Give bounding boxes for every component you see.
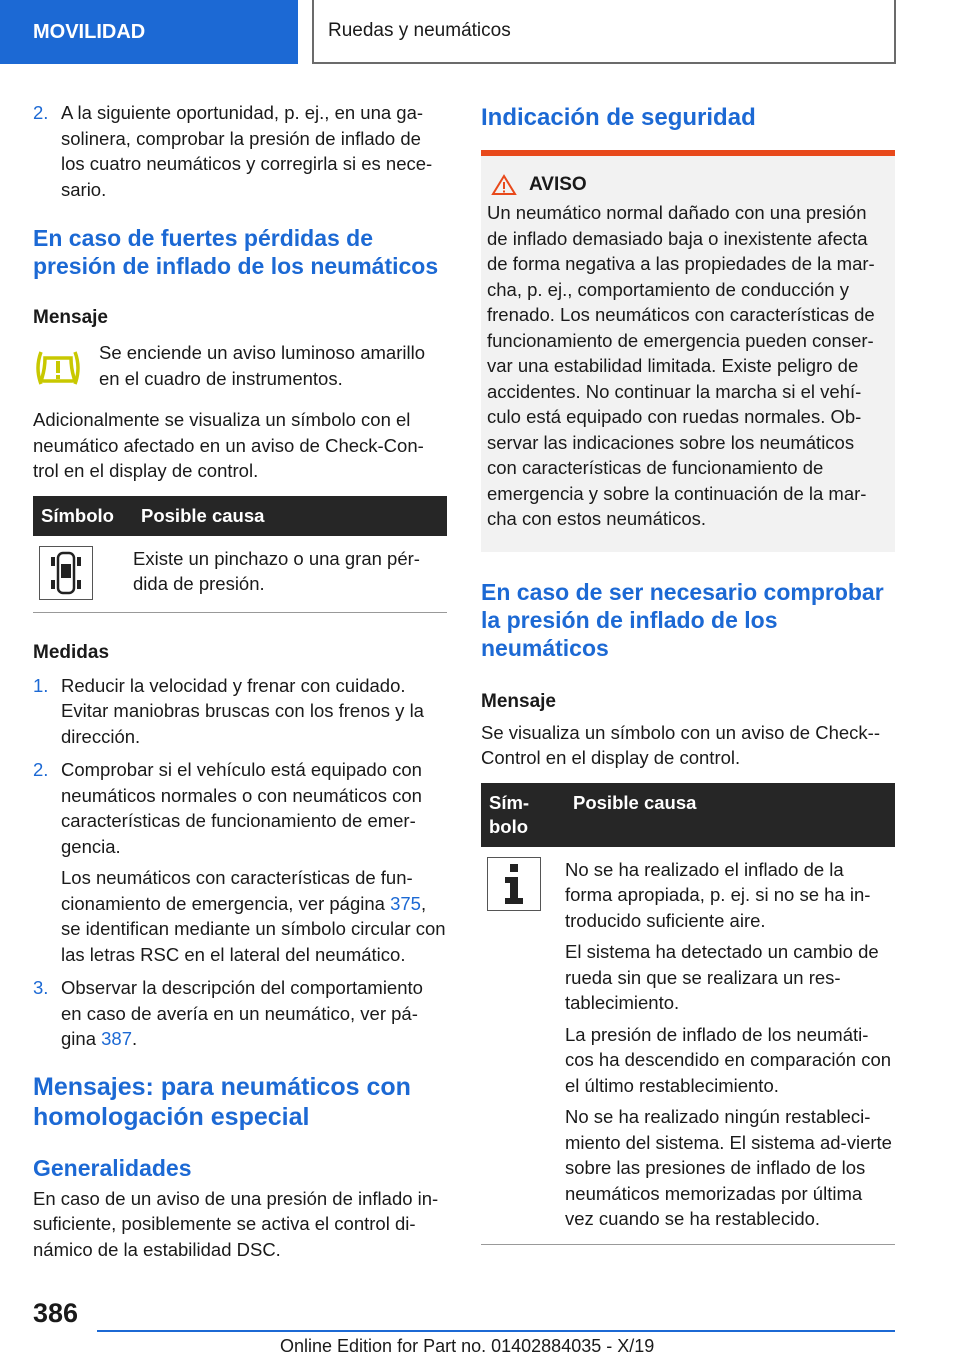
mensaje-text: Se enciende un aviso luminoso amarillo en el cuadro de instrumentos. [99, 342, 425, 389]
table-header-row [481, 783, 895, 847]
chapter-title: Ruedas y neumáticos [328, 20, 511, 41]
symbol-table-info [481, 783, 895, 1245]
warning-text: Un neumático normal dañado con una presión de inflado demasiado baja o inexistente afecta de forma negativa a las propiedades de la mar-cha, p. ej., comportamiento de conducción y frenado. Los neumáticos con características de funcionamiento de emergencia pueden conser-var una estabilidad limitada. Existe peligro de accidentes. No continuar la marcha si el vehí-culo está equipado con ruedas normales. Ob-servar las indicaciones sobre los neumáticos con características de funcionamiento de emergencia y sobre la continuación de la mar-cha con estos neumáticos. [487, 202, 875, 529]
mensaje-label: Mensaje [481, 690, 556, 712]
footer-divider [97, 1330, 895, 1332]
warning-box [481, 150, 895, 552]
step-text: A la siguiente oportunidad, p. ej., en una ga-solinera, comprobar la presión de inflado de los cuatro neumáticos y corregirla si es nece-sario. [61, 102, 433, 200]
list-item [33, 673, 447, 750]
additional-text: Adicionalmente se visualiza un símbolo con el neumático afectado en un aviso de Check-Con-trol en el display de control. [33, 409, 424, 481]
info-icon [487, 857, 541, 911]
tire-pressure-warning-icon [33, 340, 99, 393]
warning-triangle-icon [491, 174, 517, 196]
section-title: MOVILIDAD [33, 20, 146, 43]
measure-number: 2. [33, 759, 49, 780]
symbol-table [33, 496, 447, 613]
page-number: 386 [33, 1298, 79, 1328]
chapter-tab [312, 0, 896, 64]
edition-text: Online Edition for Part no. 01402884035 - X/19 [280, 1336, 655, 1356]
medidas-label: Medidas [33, 641, 110, 663]
heading-special-tires: Mensajes: para neumáticos con homologación especial [33, 1072, 411, 1131]
cause-text: La presión de inflado de los neumáti-cos ha descendido en comparación con el último restablecimiento. [565, 1023, 892, 1096]
measure-number: 3. [33, 977, 49, 998]
step-2 [33, 100, 447, 202]
step-number: 2. [33, 102, 49, 123]
general-text: En caso de un aviso de una presión de inflado in-suficiente, posiblemente se activa el control di-námico de la estabilidad DSC. [33, 1187, 439, 1260]
table-head-cause: Posible causa [133, 496, 447, 536]
list-item [33, 975, 447, 1052]
mensaje-text: Se visualiza un símbolo con un aviso de Check--Control en el display de control. [481, 721, 880, 768]
page-link-375[interactable]: 375 [390, 892, 421, 914]
measure-text: Comprobar si el vehículo está equipado con neumáticos normales o con neumáticos con características de funcionamiento de emer-gencia. [61, 759, 422, 857]
table-cause-text: Existe un pinchazo o una gran pér-dida de presión. [133, 547, 420, 594]
measures-list [33, 673, 447, 1052]
vehicle-tire-symbol-icon [39, 546, 93, 600]
table-head-symbol: Símbolo [33, 496, 133, 536]
table-row [33, 536, 447, 613]
cause-text: No se ha realizado el inflado de la forma apropiada, p. ej. si no se ha in-troducido suficiente aire. [565, 858, 871, 931]
mensaje-label: Mensaje [33, 307, 108, 328]
cause-text: No se ha realizado ningún restableci-miento del sistema. El sistema ad-vierte sobre las presiones de inflado de los neumáticos memorizadas por última vez cuando se ha restablecido. [565, 1106, 892, 1229]
heading-safety: Indicación de seguridad [481, 104, 756, 131]
table-header-row [33, 496, 447, 536]
heading-check-pressure: En caso de ser necesario comprobar la presión de inflado de los neumáticos [481, 578, 884, 661]
measure-text: Reducir la velocidad y frenar con cuidado. Evitar maniobras bruscas con los frenos y la dirección. [61, 674, 424, 747]
page-link-387[interactable]: 387 [101, 1028, 132, 1049]
right-column [481, 100, 895, 1245]
section-tab [0, 0, 298, 64]
table-row [481, 847, 895, 1245]
left-column [33, 100, 447, 1262]
warning-label: AVISO [529, 174, 587, 195]
measure-number: 1. [33, 674, 49, 696]
heading-pressure-loss: En caso de fuertes pérdidas de presión de inflado de los neumáticos [33, 225, 439, 279]
table-head-cause: Posible causa [565, 783, 895, 847]
warning-title [487, 174, 889, 196]
measure-text: Observar la descripción del comportamiento en caso de avería en un neumático, ver pá-gina 387. [61, 977, 423, 1049]
heading-general: Generalidades [33, 1154, 192, 1181]
table-head-symbol: Sím-bolo [481, 783, 565, 847]
mensaje-block [33, 340, 447, 393]
list-item [33, 757, 447, 967]
measure-extra: Los neumáticos con características de fun-cionamiento de emergencia, ver página 375, se identifican mediante un símbolo circular con las letras RSC en el lateral del neumático. [61, 867, 446, 965]
cause-text: El sistema ha detectado un cambio de rueda sin que se realizara un res-tablecimiento. [565, 941, 879, 1013]
